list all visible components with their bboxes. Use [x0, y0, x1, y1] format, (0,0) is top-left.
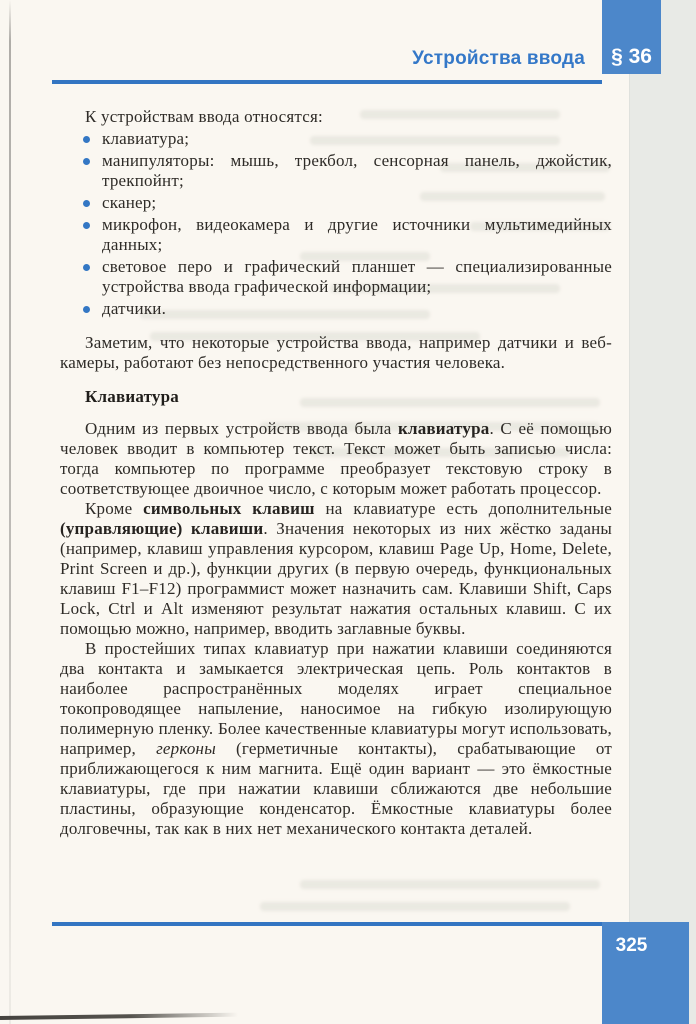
list-item	[60, 299, 612, 319]
bullet-icon	[83, 264, 90, 271]
keyboard-paragraph-2: Кроме символьных клавиш на клавиатуре есть дополнительные (управляющие) клавиши. Значения некоторых из них жёстко заданы (например, клавиш управления курсором, клавиш Page Up, Home, Delete, Print Screen и др.), функции других (в первую очередь, функциональных клавиш F1–F12) программист может назначить сам. Клавиши Shift, Caps Lock, Ctrl и Alt изменяют результат нажатия остальных клавиш. С их помощью можно, например, вводить заглавные буквы.	[60, 499, 612, 638]
list-item-text: датчики.	[102, 299, 167, 318]
bullet-icon	[83, 222, 90, 229]
page-content	[60, 107, 612, 839]
bullet-icon	[83, 158, 90, 165]
list-item	[60, 215, 612, 255]
section-number: § 36	[611, 45, 652, 68]
list-item-text: сканер;	[102, 193, 157, 212]
keyboard-paragraph-1: Одним из первых устройств ввода была клавиатура. С её помощью человек вводит в компьютер текст. Текст может быть записью числа: тогда компьютер по программе преобразует текстовую строку в соответствующее двоичное число, с которым может работать процессор.	[60, 419, 612, 498]
bullet-icon	[83, 200, 90, 207]
list-item	[60, 151, 612, 191]
bleed-through-artifact	[300, 880, 600, 889]
note-paragraph: Заметим, что некоторые устройства ввода, например датчики и веб-камеры, работают без непосредственного участия человека.	[60, 333, 612, 372]
list-item-text: клавиатура;	[102, 129, 190, 148]
list-item-text: микрофон, видеокамера и другие источники мультимедийных данных;	[102, 215, 612, 254]
page-header-title: Устройства ввода	[412, 48, 585, 69]
list-item	[60, 129, 612, 149]
page-number: 325	[615, 935, 648, 956]
list-item	[60, 257, 612, 297]
intro-line: К устройствам ввода относятся:	[85, 107, 323, 126]
list-item-text: манипуляторы: мышь, трекбол, сенсорная панель, джойстик, трекпойнт;	[102, 151, 612, 190]
binding-line-artifact	[9, 0, 11, 1024]
list-item-text: световое перо и графический планшет — специализированные устройства ввода графической информации;	[102, 257, 612, 296]
keyboard-paragraph-3: В простейших типах клавиатур при нажатии клавиши соединяются два контакта и замыкается электрическая цепь. Роль контактов в наиболее распространённых моделях играет специальное токопроводящее напыление, наносимое на гибкую изолирующую полимерную пленку. Более качественные клавиатуры могут использовать, например, герконы (герметичные контакты), срабатывающие от приближающегося к ним магнита. Ещё один вариант — это ёмкостные клавиатуры, где при нажатии клавиши сближаются две небольшие пластины, образующие конденсатор. Ёмкостные клавиатуры более долговечны, так как в них нет механического контакта деталей.	[60, 639, 613, 838]
bleed-through-artifact	[260, 902, 570, 911]
page-number-badge	[602, 922, 689, 1024]
header-rule	[52, 80, 602, 84]
scan-shadow-artifact	[0, 1013, 238, 1020]
bullet-icon	[83, 136, 90, 143]
bullet-icon	[83, 306, 90, 313]
list-item	[60, 193, 612, 213]
input-devices-list	[60, 129, 612, 319]
section-badge	[602, 0, 661, 74]
keyboard-section-heading: Клавиатура	[85, 387, 179, 406]
footer-rule	[52, 922, 602, 926]
page-edge-strip	[629, 0, 696, 1024]
